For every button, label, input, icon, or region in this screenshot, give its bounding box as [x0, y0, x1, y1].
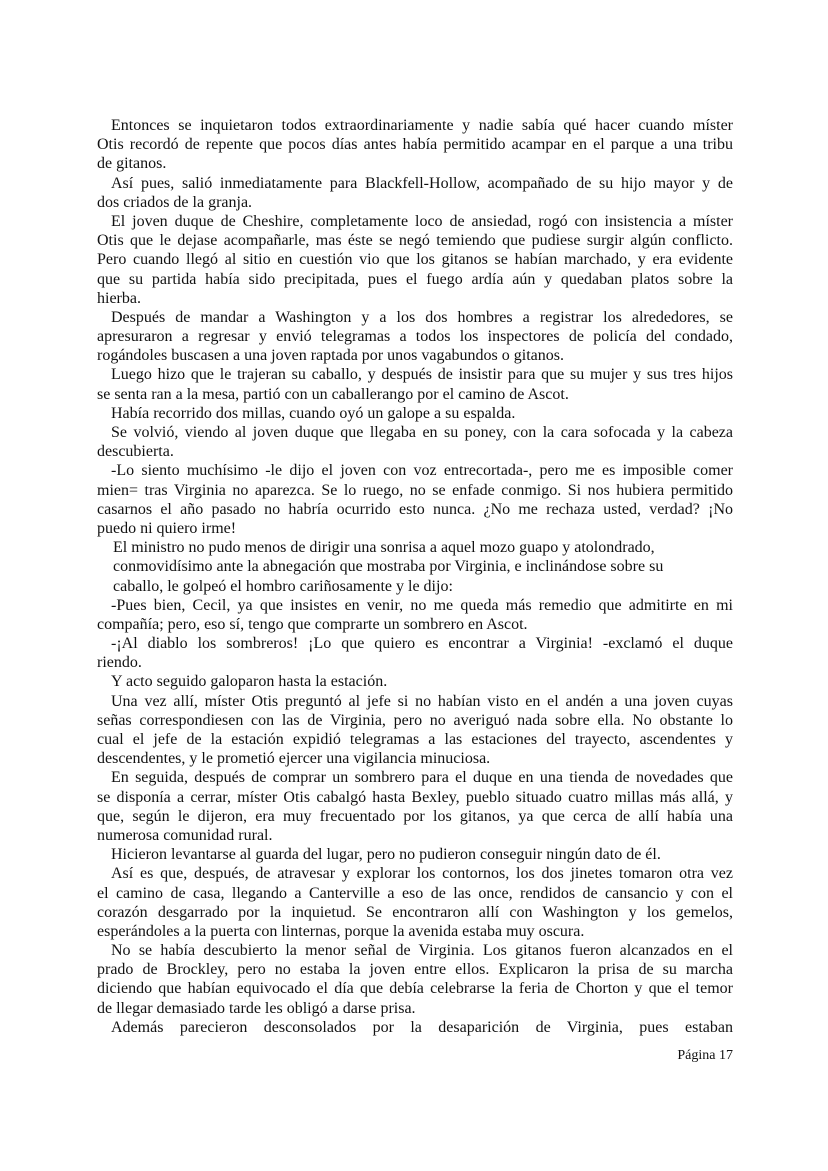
- text-line: Y acto seguido galoparon hasta la estación.: [111, 673, 388, 691]
- text-line: Así pues, salió inmediatamente para Blackfell-Hollow, acompañado de su hijo mayor y de: [111, 174, 733, 192]
- text-line: Luego hizo que le trajeran su caballo, y después de insistir para que su mujer y sus tres hijos: [111, 366, 733, 384]
- text-line: señas correspondiesen con las de Virginia, pero no averiguó nada sobre ella. No obstante lo: [97, 711, 733, 729]
- paragraph: [97, 941, 733, 1018]
- paragraph: [97, 404, 733, 423]
- paragraph: [97, 845, 733, 864]
- text-line: No se había descubierto la menor señal de Virginia. Los gitanos fueron alcanzados en el: [111, 942, 733, 960]
- text-line: numerosa comunidad rural.: [97, 826, 273, 844]
- text-line: dos criados de la granja.: [97, 193, 253, 211]
- text-line: de gitanos.: [97, 155, 167, 173]
- paragraph: [97, 596, 733, 634]
- paragraph: [97, 538, 733, 596]
- text-line: apresuraron a regresar y envió telegramas a todos los inspectores de policía del condado,: [97, 328, 733, 346]
- paragraph: [97, 174, 733, 212]
- text-line: riendo.: [97, 654, 142, 672]
- paragraph: [97, 692, 733, 769]
- text-line: Una vez allí, míster Otis preguntó al jefe si no habían visto en el andén a una joven cuyas: [111, 692, 733, 710]
- text-line: -¡Al diablo los sombreros! ¡Lo que quiero es encontrar a Virginia! -exclamó el duque: [111, 635, 733, 653]
- paragraph: [97, 212, 733, 308]
- text-line: El ministro no pudo menos de dirigir una sonrisa a aquel mozo guapo y atolondrado,: [113, 539, 655, 557]
- paragraph: [97, 116, 733, 174]
- text-line: esperándoles a la puerta con linternas, porque la avenida estaba muy oscura.: [97, 922, 585, 940]
- text-line: compañía; pero, eso sí, tengo que comprarte un sombrero en Ascot.: [97, 615, 528, 633]
- paragraph: [97, 864, 733, 941]
- text-line: se senta ran a la mesa, partió con un caballerango por el camino de Ascot.: [97, 385, 569, 403]
- paragraph: [97, 308, 733, 366]
- text-line: cual el jefe de la estación expidió telegramas a las estaciones del trayecto, ascendentes y: [97, 731, 733, 748]
- text-line: que su partida había sido precipitada, pues el fuego ardía aún y quedaban platos sobre la: [97, 270, 733, 288]
- text-line: Hicieron levantarse al guarda del lugar, pero no pudieron conseguir ningún dato de él.: [111, 846, 661, 864]
- paragraph: [97, 1018, 733, 1037]
- text-line: -Pues bien, Cecil, ya que insistes en venir, no me queda más remedio que admitirte en mi: [111, 596, 733, 614]
- text-line: En seguida, después de comprar un sombrero para el duque en una tienda de novedades que: [111, 769, 733, 787]
- text-line: Otis recordó de repente que pocos días antes había permitido acampar en el parque a una tribu: [97, 136, 733, 154]
- paragraph: [97, 461, 733, 538]
- text-line: Después de mandar a Washington y a los dos hombres a registrar los alrededores, se: [111, 308, 733, 326]
- text-line: mien= tras Virginia no aparezca. Se lo ruego, no se enfade conmigo. Si nos hubiera permitido: [97, 481, 733, 499]
- text-line: que, según le dijeron, era muy frecuentado por los gitanos, ya que cerca de allí había una: [97, 807, 733, 825]
- text-line: -Lo siento muchísimo -le dijo el joven con voz entrecortada-, pero me es imposible comer: [111, 462, 733, 480]
- text-line: Había recorrido dos millas, cuando oyó un galope a su espalda.: [111, 404, 516, 422]
- document-body: [97, 116, 733, 1037]
- paragraph: [97, 672, 733, 691]
- text-line: el camino de casa, llegando a Canterville a eso de las once, rendidos de cansancio y con el: [97, 884, 733, 902]
- text-line: Se volvió, viendo al joven duque que llegaba en su poney, con la cara sofocada y la cabeza: [111, 424, 733, 441]
- text-line: Además parecieron desconsolados por la desaparición de Virginia, pues estaban: [111, 1018, 733, 1036]
- text-line: descubierta.: [97, 443, 174, 461]
- text-line: corazón desgarrado por la inquietud. Se encontraron allí con Washington y los gemelos,: [97, 903, 733, 921]
- text-line: conmovidísimo ante la abnegación que mostraba por Virginia, e inclinándose sobre su: [113, 558, 664, 576]
- text-line: Entonces se inquietaron todos extraordinariamente y nadie sabía qué hacer cuando míster: [111, 117, 733, 134]
- paragraph: [97, 634, 733, 672]
- text-line: hierba.: [97, 289, 141, 307]
- page-number: Página 17: [677, 1048, 733, 1063]
- text-line: de llegar demasiado tarde les obligó a darse prisa.: [97, 999, 416, 1017]
- text-line: diciendo que habían equivocado el día que debía celebrarse la feria de Chorton y que el temor: [97, 980, 733, 998]
- text-line: Otis que le dejase acompañarle, mas éste se negó temiendo que pudiese surgir algún conflicto.: [97, 232, 733, 250]
- paragraph: [97, 365, 733, 403]
- text-line: puedo ni quiero irme!: [97, 519, 237, 537]
- text-line: descendentes, y le prometió ejercer una vigilancia minuciosa.: [97, 750, 491, 768]
- paragraph: [97, 423, 733, 461]
- text-line: se disponía a cerrar, míster Otis cabalgó hasta Bexley, pueblo situado cuatro millas más allá, y: [97, 788, 733, 806]
- text-line: Así es que, después, de atravesar y explorar los contornos, los dos jinetes tomaron otra vez: [111, 865, 733, 883]
- text-line: caballo, le golpeó el hombro cariñosamente y le dijo:: [113, 577, 453, 595]
- text-line: rogándoles buscasen a una joven raptada por unos vagabundos o gitanos.: [97, 347, 564, 365]
- text-line: casarnos el año pasado no habría ocurrido esto nunca. ¿No me rechaza usted, verdad? ¡No: [97, 500, 733, 518]
- paragraph: [97, 768, 733, 845]
- text-line: prado de Brockley, pero no estaba la joven entre ellos. Explicaron la prisa de su marcha: [97, 961, 733, 979]
- text-line: Pero cuando llegó al sitio en cuestión vio que los gitanos se habían marchado, y era evidente: [97, 251, 733, 269]
- text-line: El joven duque de Cheshire, completamente loco de ansiedad, rogó con insistencia a míster: [111, 212, 733, 230]
